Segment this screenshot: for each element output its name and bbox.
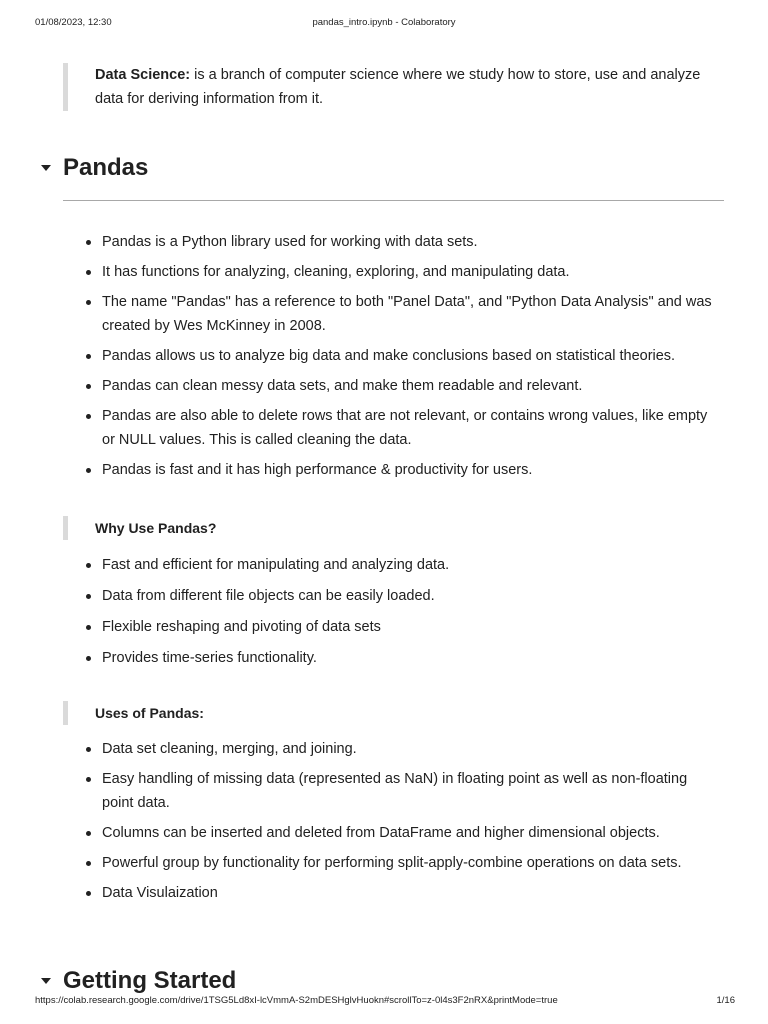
list-item: The name "Pandas" has a reference to both "Panel Data", and "Python Data Analysis" and was created by Wes McKinney in 2008. — [82, 290, 722, 338]
uses-of-heading: Uses of Pandas: — [63, 701, 703, 725]
list-item: Pandas can clean messy data sets, and make them readable and relevant. — [82, 374, 722, 398]
list-item: It has functions for analyzing, cleaning, exploring, and manipulating data. — [82, 260, 722, 284]
intro-term: Data Science: — [95, 67, 191, 83]
list-item: Pandas is a Python library used for working with data sets. — [82, 230, 722, 254]
uses-of-bullet-list — [82, 737, 722, 905]
pandas-bullet-list — [82, 230, 722, 482]
list-item: Pandas allows us to analyze big data and make conclusions based on statistical theories. — [82, 344, 722, 368]
list-item: Data set cleaning, merging, and joining. — [82, 737, 722, 761]
list-item: Fast and efficient for manipulating and analyzing data. — [82, 553, 722, 577]
list-item: Pandas are also able to delete rows that are not relevant, or contains wrong values, like empty or NULL values. This is called cleaning the data. — [82, 404, 722, 452]
print-header — [0, 17, 768, 31]
print-footer — [0, 995, 768, 1009]
list-item: Flexible reshaping and pivoting of data sets — [82, 615, 722, 639]
list-item: Provides time-series functionality. — [82, 646, 722, 670]
section-title: Getting Started — [63, 967, 237, 994]
intro-blockquote — [63, 63, 703, 111]
list-item: Pandas is fast and it has high performance & productivity for users. — [82, 458, 722, 482]
list-item: Powerful group by functionality for performing split-apply-combine operations on data sets. — [82, 851, 722, 875]
heading-divider — [63, 200, 724, 201]
why-use-bullet-list — [82, 553, 722, 670]
section-heading-getting-started[interactable] — [38, 963, 236, 999]
list-item: Columns can be inserted and deleted from DataFrame and higher dimensional objects. — [82, 821, 722, 845]
section-heading-pandas[interactable] — [38, 150, 148, 186]
print-page-number: 1/16 — [716, 995, 735, 1006]
section-title: Pandas — [63, 154, 149, 181]
why-use-heading: Why Use Pandas? — [63, 516, 703, 540]
intro-text: is a branch of computer science where we study how to store, use and analyze data for deriving information from it. — [95, 67, 701, 107]
print-datetime: 01/08/2023, 12:30 — [35, 17, 112, 28]
collapse-caret-icon[interactable] — [41, 165, 51, 171]
list-item: Data from different file objects can be easily loaded. — [82, 584, 722, 608]
list-item: Easy handling of missing data (represented as NaN) in floating point as well as non-floating point data. — [82, 767, 722, 815]
print-title: pandas_intro.ipynb - Colaboratory — [312, 17, 456, 28]
collapse-caret-icon[interactable] — [41, 978, 51, 984]
print-url: https://colab.research.google.com/drive/1TSG5Ld8xI-lcVmmA-S2mDESHglvHuokn#scrollTo=z-0l4s3F2nRX&printMode=true — [35, 995, 558, 1006]
list-item: Data Visulaization — [82, 881, 722, 905]
